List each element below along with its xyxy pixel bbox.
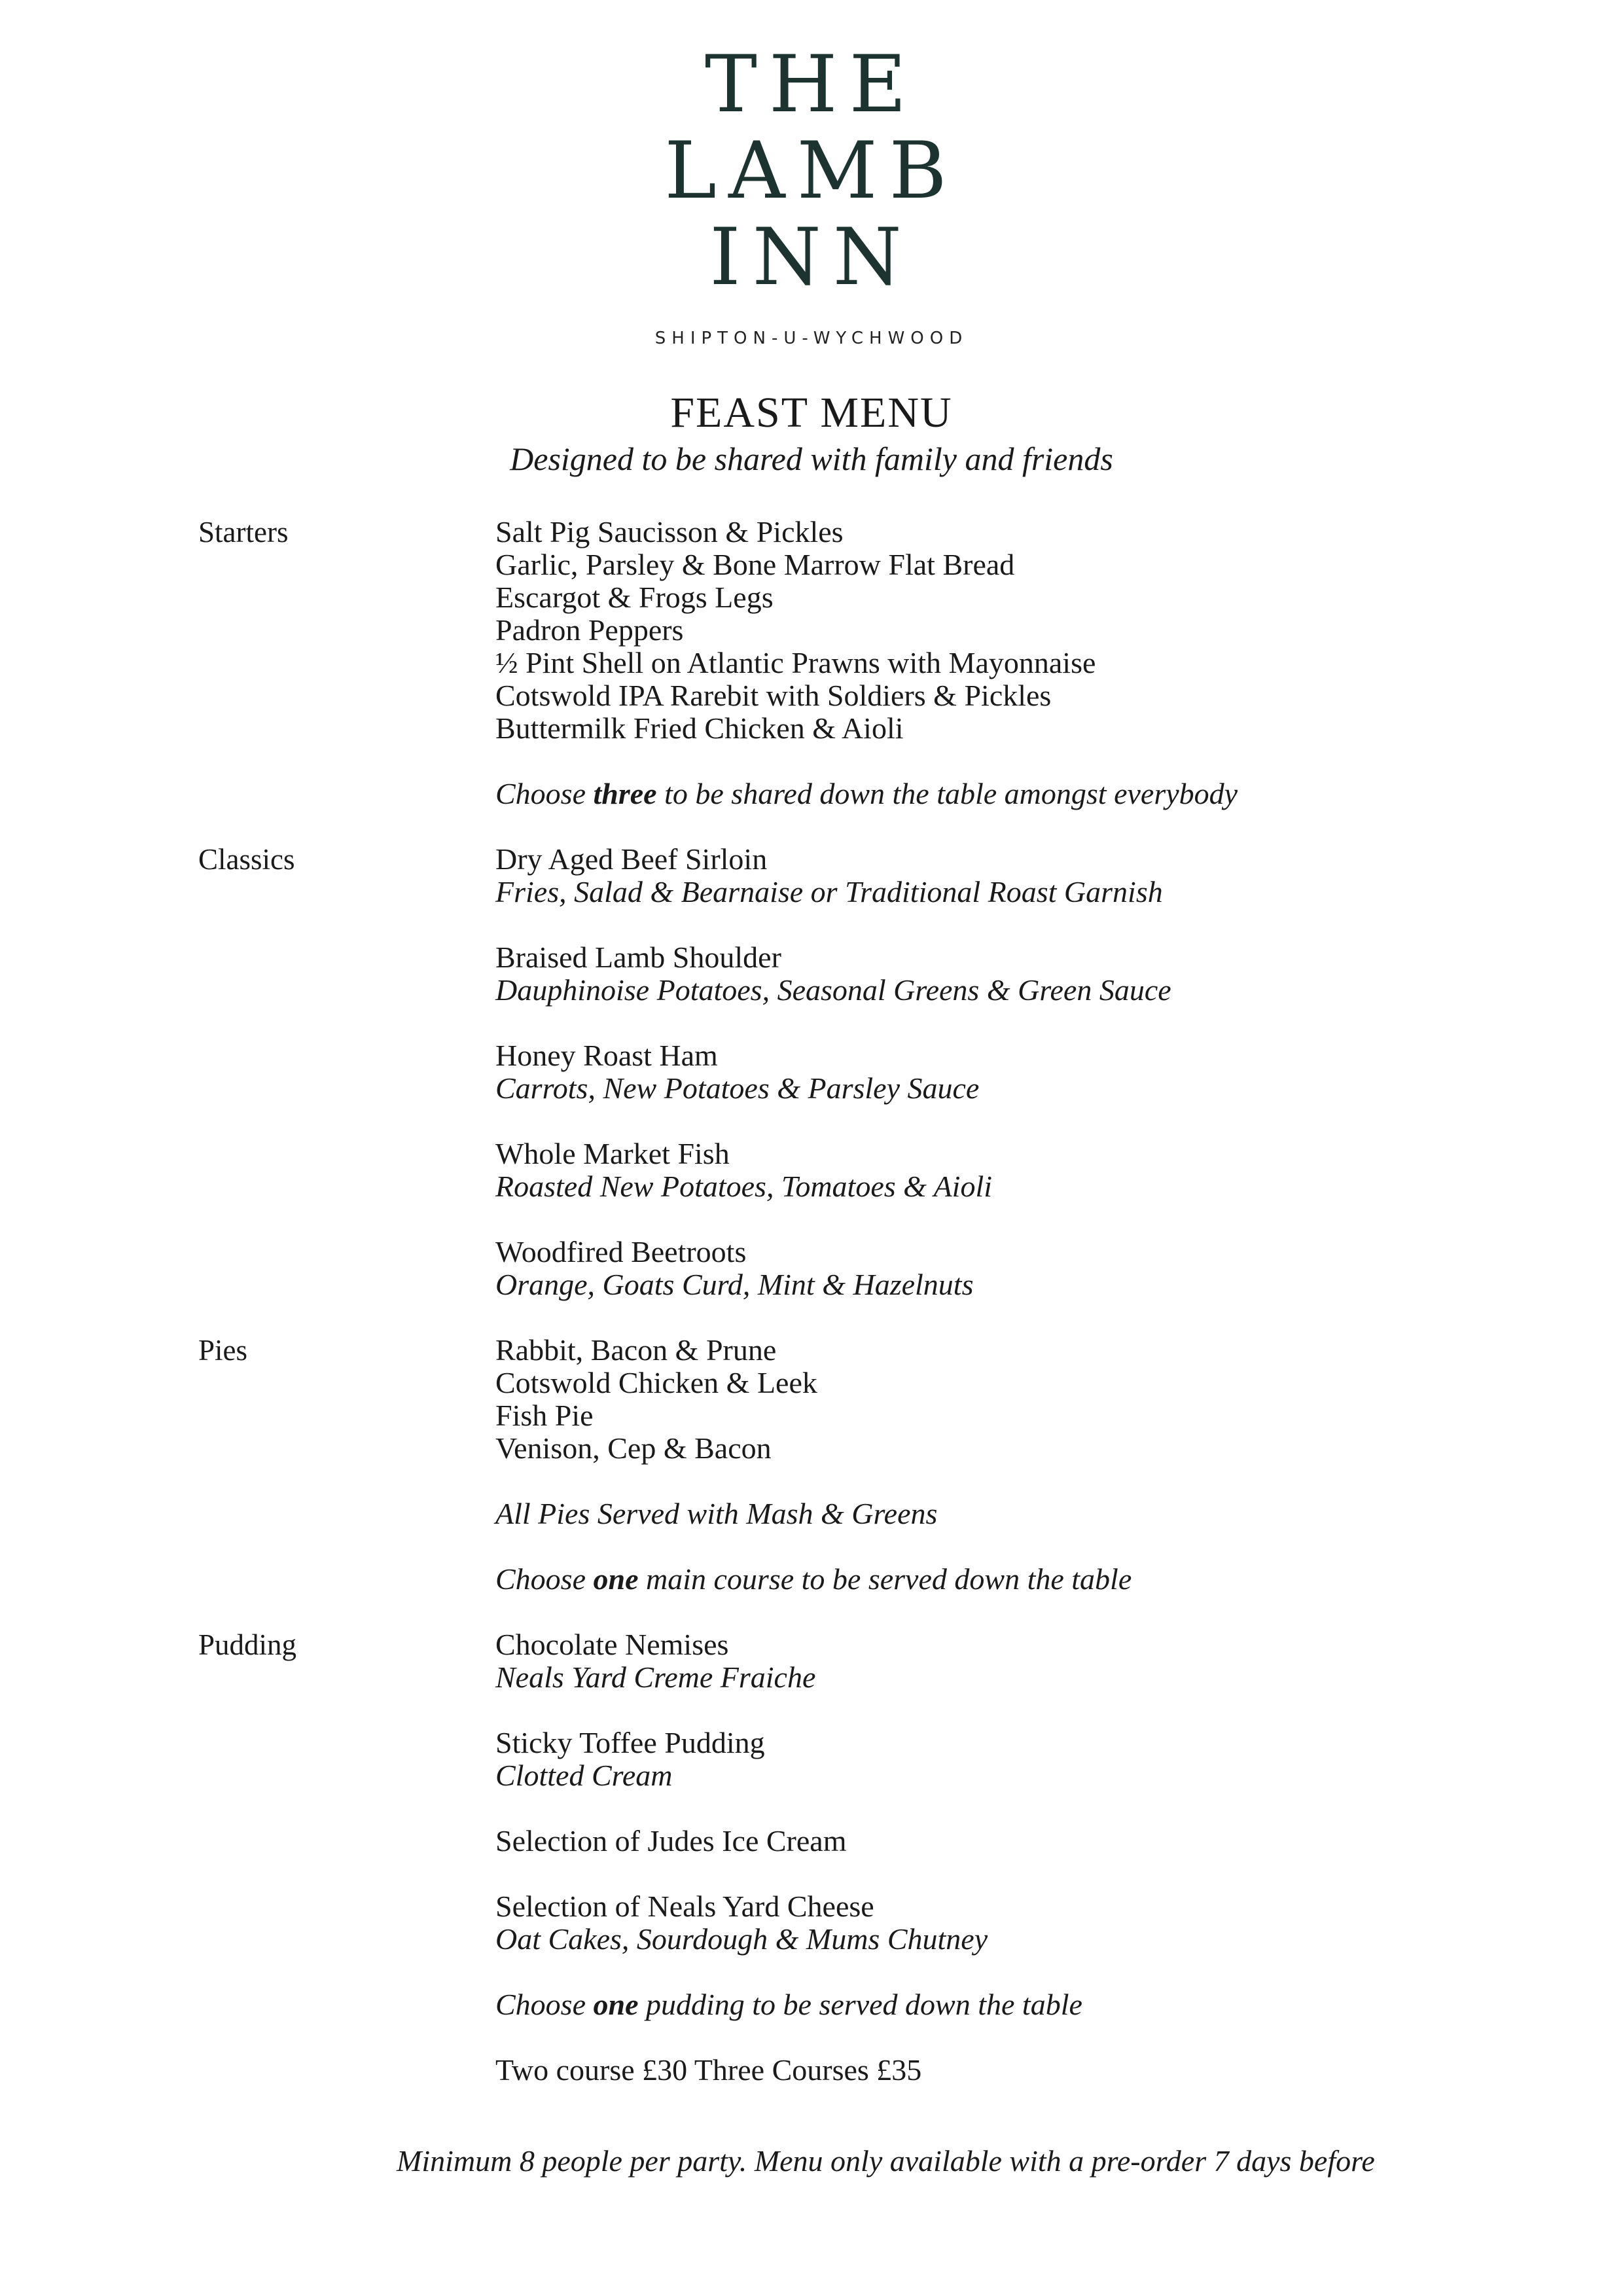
- menu-item: Buttermilk Fried Chicken & Aioli: [495, 711, 904, 745]
- starters-list: [495, 516, 1569, 810]
- section-label-classics: Classics: [198, 843, 295, 876]
- menu-tagline: Designed to be shared with family and friends: [510, 440, 1113, 477]
- mains-note: Choose one main course to be served down the table: [495, 1562, 1132, 1596]
- pies-served-note: All Pies Served with Mash & Greens: [495, 1497, 938, 1530]
- menu-title: FEAST MENU: [670, 389, 953, 437]
- dish-description: Clotted Cream: [495, 1759, 673, 1792]
- menu-item: ½ Pint Shell on Atlantic Prawns with Mayonnaise: [495, 646, 1096, 679]
- dish-description: Roasted New Potatoes, Tomatoes & Aioli: [495, 1170, 993, 1203]
- dish-description: Carrots, New Potatoes & Parsley Sauce: [495, 1071, 980, 1105]
- dish-name: Woodfired Beetroots: [495, 1235, 747, 1268]
- dish-name: Whole Market Fish: [495, 1137, 730, 1170]
- menu-item: Cotswold IPA Rarebit with Soldiers & Pickles: [495, 679, 1052, 712]
- dish-description: Orange, Goats Curd, Mint & Hazelnuts: [495, 1268, 974, 1301]
- dish-name: Sticky Toffee Pudding: [495, 1726, 765, 1759]
- logo-line: INN: [709, 212, 914, 303]
- location-subtitle: SHIPTON-U-WYCHWOOD: [654, 329, 969, 348]
- section-label-starters: Starters: [198, 516, 289, 548]
- pudding-note: Choose one pudding to be served down the table: [495, 1988, 1082, 2021]
- dish-name: Honey Roast Ham: [495, 1039, 718, 1072]
- pricing: Two course £30 Three Courses £35: [495, 2053, 922, 2087]
- section-label-pudding: Pudding: [198, 1628, 297, 1661]
- logo-line: THE: [704, 39, 919, 130]
- dish-name: Braised Lamb Shoulder: [495, 941, 781, 974]
- dish-name: Selection of Neals Yard Cheese: [495, 1890, 874, 1923]
- menu-item: Padron Peppers: [495, 613, 684, 647]
- pies-list: [495, 1334, 1569, 1596]
- menu-item: Rabbit, Bacon & Prune: [495, 1333, 777, 1367]
- classics-list: [495, 843, 1569, 1301]
- logo-line: LAMB: [664, 126, 959, 217]
- pudding-list: [495, 1628, 1569, 2087]
- dish-description: Oat Cakes, Sourdough & Mums Chutney: [495, 1922, 988, 1956]
- restaurant-logo: [0, 39, 1623, 305]
- dish-name: Chocolate Nemises: [495, 1628, 729, 1661]
- dish-description: Dauphinoise Potatoes, Seasonal Greens & Green Sauce: [495, 973, 1171, 1007]
- dish-name: Dry Aged Beef Sirloin: [495, 842, 768, 876]
- dish-description: Fries, Salad & Bearnaise or Traditional Roast Garnish: [495, 875, 1163, 908]
- menu-item: Venison, Cep & Bacon: [495, 1431, 772, 1465]
- dish-description: Neals Yard Creme Fraiche: [495, 1660, 816, 1694]
- menu-item: Fish Pie: [495, 1399, 594, 1432]
- menu-item: Escargot & Frogs Legs: [495, 581, 774, 614]
- menu-item: Cotswold Chicken & Leek: [495, 1366, 817, 1399]
- starters-note: Choose three to be shared down the table amongst everybody: [495, 777, 1238, 810]
- menu-item: Garlic, Parsley & Bone Marrow Flat Bread: [495, 548, 1015, 581]
- menu-item: Salt Pig Saucisson & Pickles: [495, 515, 844, 548]
- section-label-pies: Pies: [198, 1334, 248, 1367]
- footer-note: Minimum 8 people per party. Menu only available with a pre-order 7 days before: [397, 2144, 1375, 2178]
- dish-name: Selection of Judes Ice Cream: [495, 1824, 847, 1857]
